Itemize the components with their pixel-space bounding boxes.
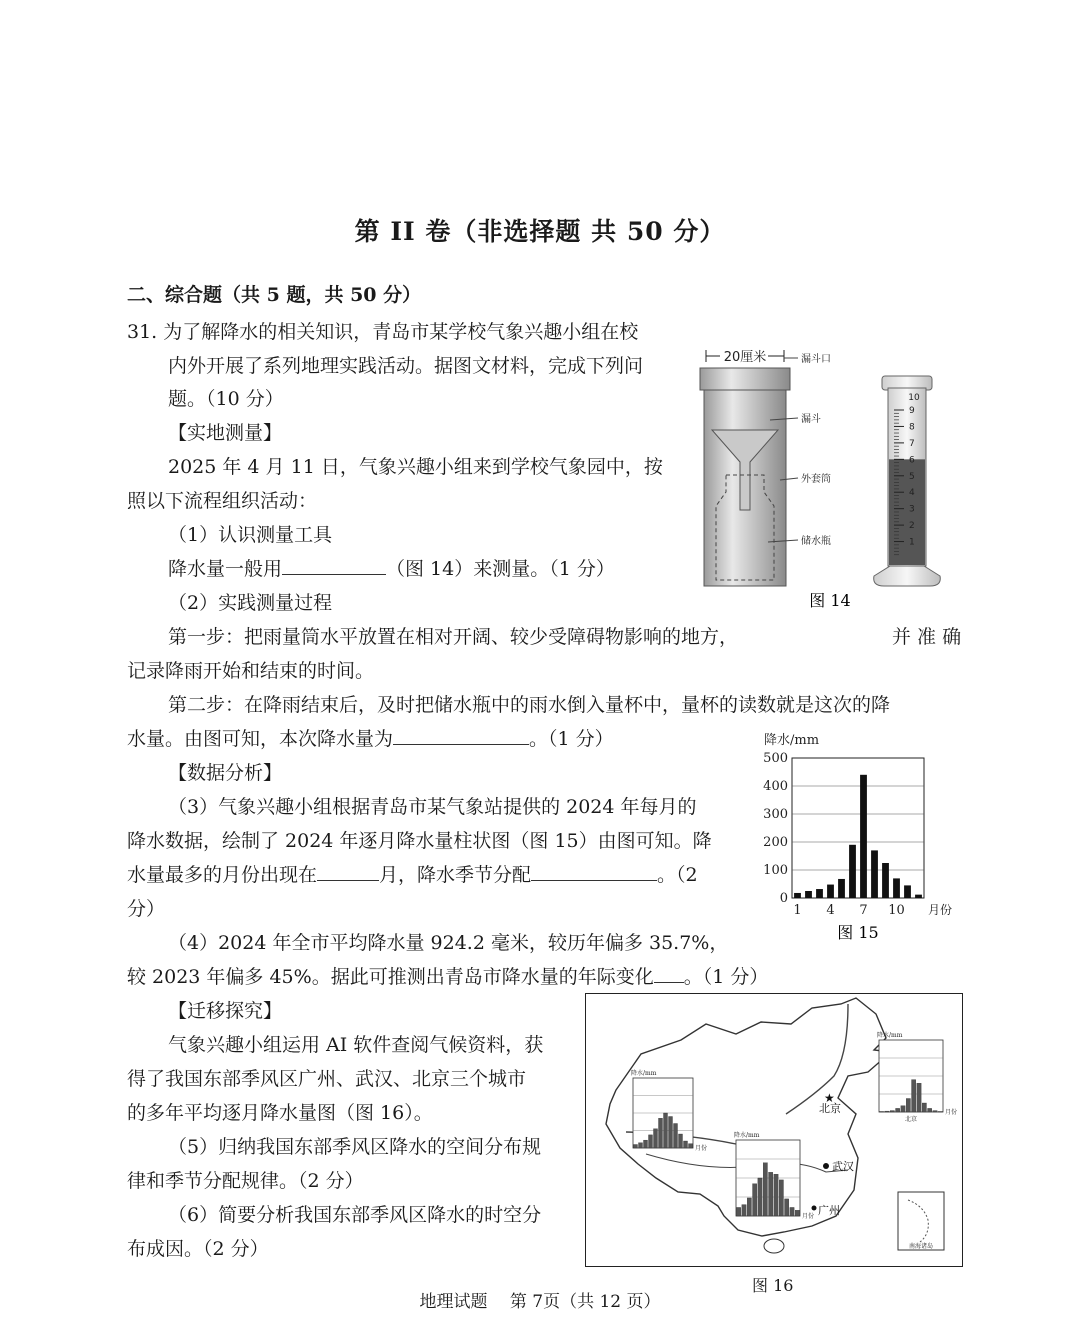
fig15-bar: [827, 885, 834, 898]
beijing-label: 北京: [819, 1102, 841, 1115]
guangzhou-marker: [812, 1206, 817, 1211]
mini-chart-bar: [774, 1174, 778, 1216]
transfer-line3: 的多年平均逐月降水量图（图 16）。: [127, 1102, 433, 1124]
mini-chart-bar: [890, 1111, 894, 1112]
part5-line1: （5）归纳我国东部季风区降水的空间分布规: [168, 1136, 542, 1158]
outer-tube-label: 外套筒: [801, 474, 831, 485]
measuring-cylinder: [874, 376, 941, 586]
beijing-star-icon: ★: [824, 1091, 835, 1105]
step1-text: 第一步：把雨量筒水平放置在相对开阔、较少受障碍物影响的地方，: [168, 626, 739, 648]
wuhan-label: 武汉: [832, 1160, 854, 1173]
intro-line2: 照以下流程组织活动：: [127, 490, 318, 512]
q31-line2: 内外开展了系列地理实践活动。据图文材料，完成下列问: [168, 355, 644, 377]
part4-line1: （4）2024 年全市平均降水量 924.2 毫米，较历年偏多 35.7%，: [168, 932, 729, 954]
step2-question: [127, 722, 614, 756]
answer-blank-5[interactable]: [654, 962, 684, 983]
part4-text-b2: 。（1 分）: [683, 966, 769, 988]
fig15-ytick-label: 200: [763, 835, 788, 850]
fig15-bar: [816, 889, 823, 898]
fig15-ytick-label: 0: [779, 891, 788, 906]
figure-16-map-frame: [585, 993, 963, 1267]
hainan-island: [764, 1239, 784, 1253]
mini-chart-bar: [674, 1124, 678, 1149]
intro-line1: 2025 年 4 月 11 日，气象兴趣小组来到学校气象园中，按: [168, 456, 663, 478]
part1-title: （1）认识测量工具: [168, 524, 333, 546]
fig15-ytick-label: 300: [763, 807, 788, 822]
mini-chart-bar: [896, 1108, 900, 1112]
part1-text-a: 降水量一般用: [168, 558, 283, 580]
part3-text-c2: 月，降水季节分配: [379, 864, 532, 886]
fig14-caption: 图 14: [809, 591, 851, 610]
fig15-caption: 图 15: [837, 923, 879, 942]
part3-line4: 分）: [127, 898, 166, 920]
fig15-bar: [849, 845, 856, 898]
fig15-bar: [915, 895, 922, 898]
part6-line2: 布成因。（2 分）: [127, 1238, 269, 1260]
mini-chart-bar: [664, 1113, 668, 1148]
field-heading: 【实地测量】: [168, 422, 283, 444]
part4-text-b1: 较 2023 年偏多 45%。据此可推测出青岛市降水量的年际变化: [127, 966, 654, 988]
fig15-bar: [794, 893, 801, 898]
fig15-ytick-label: 500: [763, 751, 788, 766]
mini-chart-xlabel: 月份: [802, 1213, 815, 1220]
page-footer: 地理试题 第 7页（共 12 页）: [419, 1292, 661, 1312]
cylinder-tick-label: 6: [909, 455, 915, 466]
mini-chart-bar: [753, 1184, 757, 1216]
fig15-bar: [882, 863, 889, 898]
part3-line3: [127, 858, 698, 892]
cylinder-top-mark: 10: [908, 393, 920, 403]
mini-precip-chart: [877, 1031, 957, 1123]
mini-chart-bar: [795, 1210, 799, 1216]
page-title: 第 II 卷（非选择题 共 50 分）: [354, 217, 726, 246]
mini-chart-bar: [758, 1178, 762, 1216]
mini-chart-bar: [659, 1118, 663, 1148]
mini-chart-bar: [779, 1180, 783, 1216]
mini-chart-bar: [928, 1108, 932, 1112]
mini-chart-bar: [644, 1140, 648, 1148]
cylinder-tick-label: 1: [909, 537, 915, 548]
q31-line1: 31. 为了解降水的相关知识，青岛市某学校气象兴趣小组在校: [127, 321, 639, 343]
mini-chart-ylabel: 降水/mm: [734, 1132, 760, 1139]
mini-chart-bar: [769, 1172, 773, 1216]
fig15-bar: [805, 891, 812, 898]
mini-chart-bar: [938, 1111, 942, 1112]
fig15-xtick-label: 10: [888, 903, 905, 918]
step2-text-b: 水量。由图可知，本次降水量为: [127, 728, 394, 750]
transfer-line1: 气象兴趣小组运用 AI 软件查阅气候资料，获: [168, 1034, 544, 1056]
mini-chart-bar: [922, 1103, 926, 1112]
mini-chart-bar: [912, 1080, 916, 1112]
fig15-bar: [904, 885, 911, 898]
storage-bottle-label: 储水瓶: [801, 536, 831, 547]
mini-chart-bar: [634, 1145, 638, 1149]
answer-blank-4[interactable]: [531, 860, 657, 881]
step2-text: 第二步：在降雨结束后，及时把储水瓶中的雨水倒入量杯中，量杯的读数就是这次的降: [168, 694, 891, 716]
fig15-bar: [838, 879, 845, 898]
mini-chart-xlabel: 月份: [695, 1145, 708, 1152]
funnel-mouth-label: 漏斗口: [801, 354, 831, 365]
step2-text-c: 。（1 分）: [529, 728, 614, 750]
fig15-bar: [871, 850, 878, 898]
mini-chart-bar: [742, 1205, 746, 1216]
part1-question: [168, 552, 615, 586]
fig15-xtick-label: 7: [859, 903, 868, 918]
cylinder-tick-label: 8: [909, 422, 915, 433]
figure-15-bar-chart: [752, 728, 962, 944]
part1-text-b: （图 14）来测量。（1 分）: [386, 558, 615, 580]
cylinder-tick-label: 9: [909, 406, 915, 416]
transfer-line2: 得了我国东部季风区广州、武汉、北京三个城市: [127, 1068, 527, 1090]
part3-text-c1: 水量最多的月份出现在: [127, 864, 318, 886]
answer-blank-3[interactable]: [317, 860, 379, 881]
mini-chart-bar: [684, 1141, 688, 1148]
part2-title: （2）实践测量过程: [168, 592, 333, 614]
mini-chart-bar: [906, 1099, 910, 1113]
fig15-ylabel: 降水/mm: [764, 733, 820, 748]
part5-line2: 律和季节分配规律。（2 分）: [127, 1170, 364, 1192]
cylinder-tick-label: 4: [909, 488, 915, 499]
section-heading: 二、综合题（共 5 题，共 50 分）: [127, 284, 422, 306]
mini-chart-bar: [763, 1163, 767, 1216]
fig15-xtick-label: 4: [826, 903, 835, 918]
mini-chart-bar: [747, 1198, 751, 1216]
width-label: 20厘米: [723, 350, 767, 365]
funnel-label: 漏斗: [801, 414, 821, 425]
transfer-heading: 【迁移探究】: [168, 1000, 283, 1022]
guangzhou-label: 广州: [818, 1204, 840, 1217]
data-heading: 【数据分析】: [168, 762, 283, 784]
fig15-bar: [893, 878, 900, 898]
mini-chart-bar: [785, 1199, 789, 1216]
fig15-bar: [860, 775, 867, 898]
cylinder-tick-label: 5: [909, 471, 915, 482]
mini-precip-chart: [631, 1069, 707, 1152]
mini-chart-bar: [901, 1106, 905, 1112]
mini-precip-chart: [734, 1131, 814, 1220]
q31-line3: 题。（10 分）: [168, 388, 284, 410]
part3-line1: （3）气象兴趣小组根据青岛市某气象站提供的 2024 年每月的: [168, 796, 697, 818]
mini-chart-bar: [917, 1083, 921, 1112]
fig15-ytick-label: 100: [763, 863, 788, 878]
fig15-xtick-label: 1: [793, 903, 802, 918]
wuhan-marker: [823, 1163, 829, 1169]
mini-chart-city: 北京: [904, 1116, 918, 1123]
fig15-ytick-label: 400: [763, 779, 788, 794]
figure-14-rain-gauge: [690, 340, 960, 610]
mini-chart-bar: [885, 1111, 889, 1112]
part3-text-c3: 。（2: [657, 864, 698, 886]
mini-chart-bar: [654, 1129, 658, 1148]
fig15-frame: [792, 758, 924, 898]
china-map: [586, 994, 962, 1266]
mini-chart-bar: [649, 1135, 653, 1148]
mini-chart-bar: [669, 1117, 673, 1149]
step1-text-end: 并 准 确: [892, 626, 962, 648]
fig15-xlabel: 月份: [928, 903, 953, 917]
mini-chart-bar: [933, 1111, 937, 1112]
part6-line1: （6）简要分析我国东部季风区降水的时空分: [168, 1204, 542, 1226]
mini-chart-bar: [880, 1111, 884, 1112]
cylinder-tick-label: 7: [909, 438, 915, 449]
mini-chart-bar: [737, 1207, 741, 1216]
answer-blank-2[interactable]: [393, 724, 529, 745]
cylinder-tick-label: 3: [909, 504, 915, 515]
mini-chart-bar: [679, 1134, 683, 1148]
mini-chart-ylabel: 降水/mm: [631, 1070, 657, 1077]
mini-chart-bar: [790, 1207, 794, 1216]
fig16-caption: 图 16: [752, 1276, 794, 1295]
step1-cont: 记录降雨开始和结束的时间。: [127, 660, 375, 682]
mini-chart-xlabel: 月份: [945, 1109, 958, 1116]
mini-chart-ylabel: 降水/mm: [877, 1032, 903, 1039]
mini-chart-bar: [639, 1143, 643, 1148]
inset-label: 南海诸岛: [908, 1243, 934, 1250]
cylinder-tick-label: 2: [909, 521, 915, 532]
mini-chart-bar: [689, 1144, 693, 1148]
part3-line2: 降水数据，绘制了 2024 年逐月降水量柱状图（图 15）由图可知。降: [127, 830, 712, 852]
part4-line2: [127, 960, 768, 994]
answer-blank-1[interactable]: [282, 554, 386, 575]
